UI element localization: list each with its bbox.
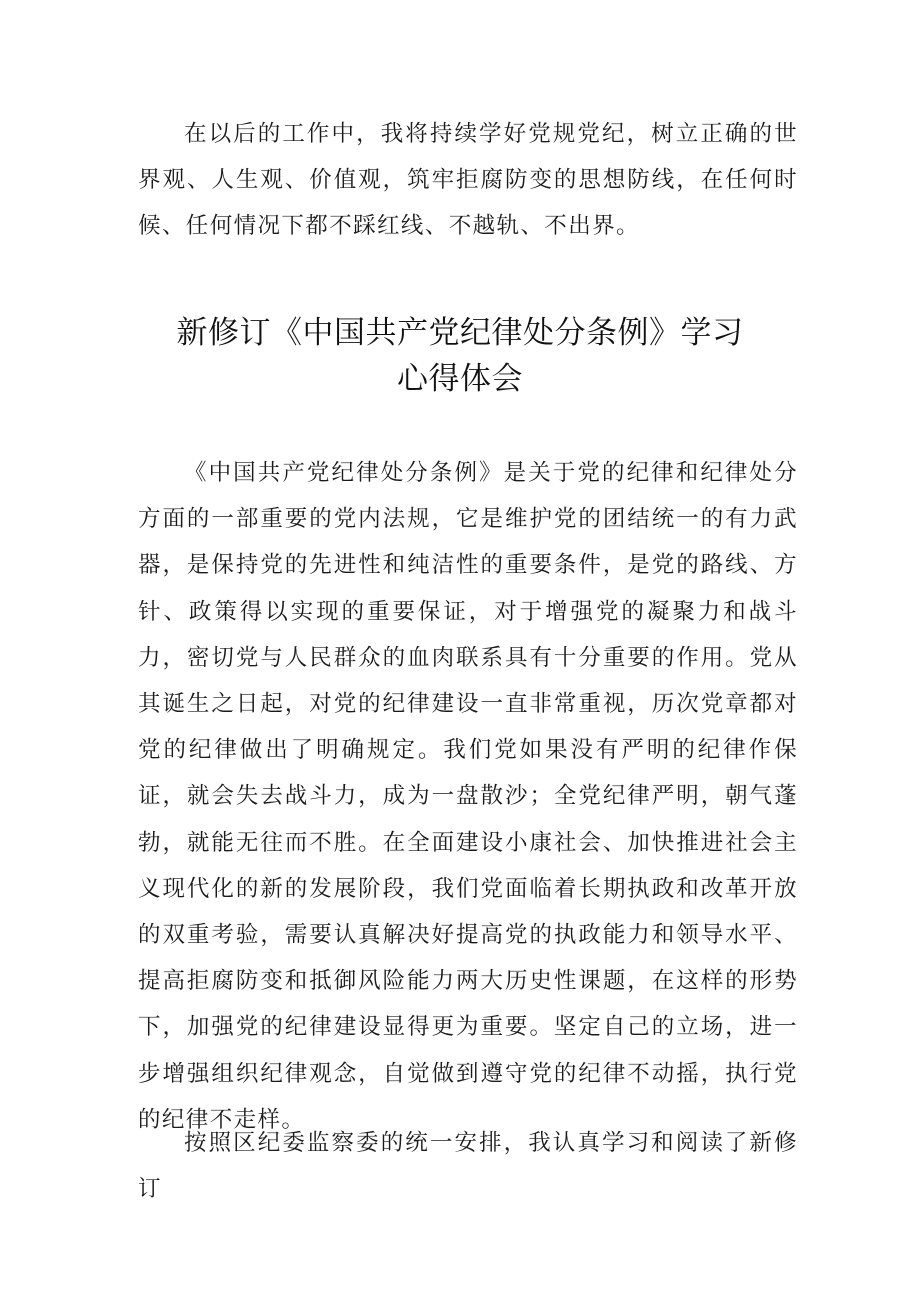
body-paragraph: 《中国共产党纪律处分条例》是关于党的纪律和纪律处分方面的一部重要的党内法规，它是维护党的团结统一的有力武器，是保持党的先进性和纯洁性的重要条件，是党的路线、方针、政策得以实现的重要保证，对于增强党的凝聚力和战斗力，密切党与人民群众的血肉联系具有十分重要的作用。党从其诞生之日起，对党的纪律建设一直非常重视，历次党章都对党的纪律做出了明确规定。我们党如果没有严明的纪律作保证，就会失去战斗力，成为一盘散沙；全党纪律严明，朝气蓬勃，就能无往而不胜。在全面建设小康社会、加快推进社会主义现代化的新的发展阶段，我们党面临着长期执政和改革开放的双重考验，需要认真解决好提高党的执政能力和领导水平、提高拒腐防变和抵御风险能力两大历史性课题，在这样的形势下，加强党的纪律建设显得更为重要。坚定自己的立场，进一步增强组织纪律观念，自觉做到遵守党的纪律不动摇，执行党的纪律不走样。	[138, 460, 798, 1133]
document-title	[100, 310, 820, 402]
title-line-1: 新修订《中国共产党纪律处分条例》学习	[176, 315, 744, 351]
title-line-2: 心得体会	[397, 361, 523, 397]
body-paragraph: 按照区纪委监察委的统一安排，我认真学习和阅读了新修订	[138, 1130, 798, 1202]
intro-paragraph: 在以后的工作中，我将持续学好党规党纪，树立正确的世界观、人生观、价值观，筑牢拒腐防变的思想防线，在任何时候、任何情况下都不踩红线、不越轨、不出界。	[138, 121, 798, 239]
